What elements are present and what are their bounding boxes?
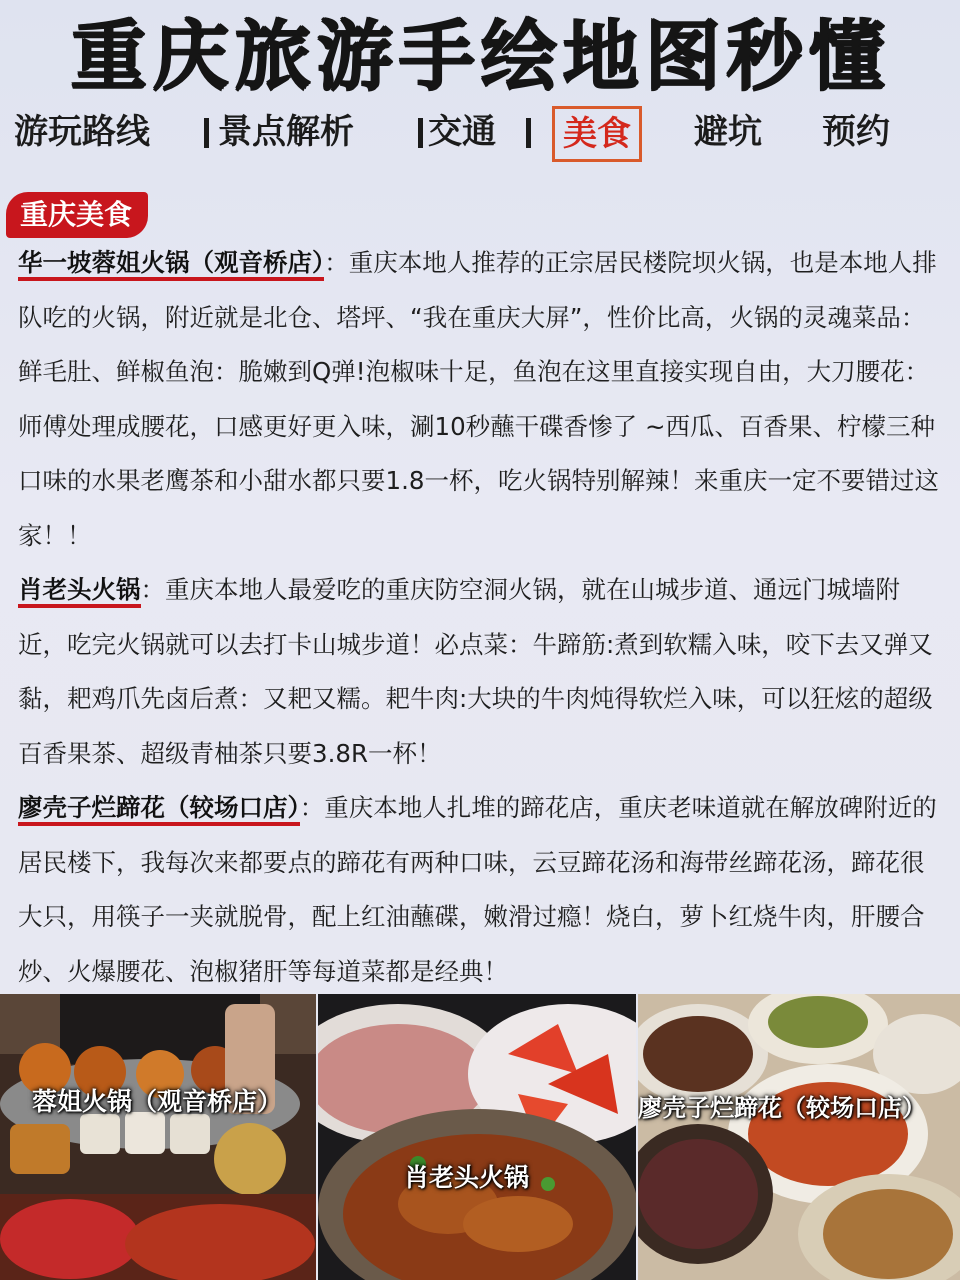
tab-divider — [418, 118, 423, 148]
name-colon: ： — [299, 793, 325, 822]
tab-food[interactable]: 美食 — [552, 106, 642, 162]
tab-transport[interactable]: 交通 — [428, 112, 496, 152]
section-title-badge: 重庆美食 — [6, 192, 148, 238]
photo-caption: 蓉姐火锅（观音桥店） — [32, 1087, 283, 1116]
restaurant-description: 重庆本地人最爱吃的重庆防空洞火锅，就在山城步道、通远门城墙附近，吃完火锅就可以去打卡山城步道！必点菜：牛蹄筋:煮到软糯入味，咬下去又弹又黏，耙鸡爪先卤后煮：又耙又糯。耙牛肉:大块的牛肉炖得软烂入味，可以狂炫的超级百香果茶、超级青柚茶只要3.8R一杯！ — [18, 575, 933, 768]
name-colon: ： — [324, 248, 349, 277]
trotter-photo — [638, 994, 960, 1280]
trotter-dish-illustration — [638, 994, 960, 1280]
restaurant-name: 肖老头火锅 — [18, 575, 141, 608]
photo-caption: 肖老头火锅 — [404, 1163, 530, 1192]
restaurant-name: 华一坡蓉姐火锅（观音桥店） — [18, 248, 324, 281]
beef-dish-illustration — [318, 994, 636, 1280]
photo-caption: 廖壳子烂蹄花（较场口店） — [638, 1094, 926, 1122]
category-tabs — [0, 104, 960, 160]
restaurant-list — [18, 236, 944, 999]
hotpot-photo — [0, 994, 316, 1280]
hotpot-illustration — [0, 994, 316, 1280]
restaurant-entry — [18, 563, 944, 781]
name-colon: ： — [140, 575, 165, 604]
tab-attractions[interactable]: 景点解析 — [218, 112, 354, 152]
restaurant-entry — [18, 236, 944, 563]
page-title: 重庆旅游手绘地图秒懂 — [70, 11, 890, 100]
tab-divider — [204, 118, 209, 148]
restaurant-name: 廖壳子烂蹄花（较场口店） — [18, 793, 300, 826]
food-photo-strip — [0, 994, 960, 1280]
restaurant-description: 重庆本地人推荐的正宗居民楼院坝火锅，也是本地人排队吃的火锅，附近就是北仓、塔坪、“我在重庆大屏”，性价比高，火锅的灵魂菜品：鲜毛肚、鲜椒鱼泡：脆嫩到Q弹!泡椒味十足，鱼泡在这里直接实现自由，大刀腰花：师傅处理成腰花，口感更好更入味，涮10秒蘸干碟香惨了 ~西瓜、百香果、柠檬三种口味的水果老鹰茶和小甜水都只要1.8一杯，吃火锅特别解辣！来重庆一定不要错过这家！！ — [18, 248, 939, 550]
tab-divider — [526, 118, 531, 148]
tab-reservation[interactable]: 预约 — [822, 112, 890, 152]
restaurant-description: 重庆本地人扎堆的蹄花店，重庆老味道就在解放碑附近的居民楼下，我每次来都要点的蹄花有两种口味，云豆蹄花汤和海带丝蹄花汤，蹄花很大只，用筷子一夹就脱骨，配上红油蘸碟，嫩滑过瘾！烧白，萝卜红烧牛肉，肝腰合炒、火爆腰花、泡椒猪肝等每道菜都是经典！ — [18, 793, 937, 986]
tab-pitfalls[interactable]: 避坑 — [694, 112, 762, 152]
restaurant-entry — [18, 781, 944, 999]
tab-routes[interactable]: 游玩路线 — [14, 112, 150, 152]
hotpot-photo-2 — [318, 994, 636, 1280]
